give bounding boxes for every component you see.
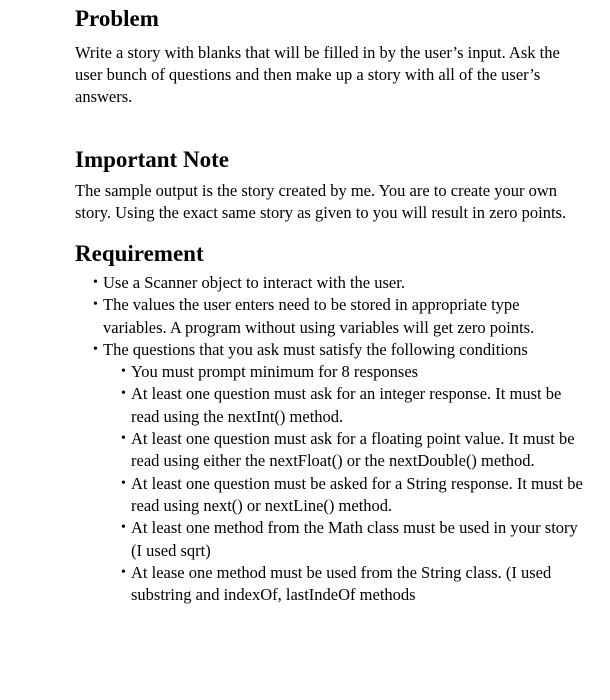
bullet-icon: • — [93, 341, 98, 357]
bullet-icon: • — [93, 297, 98, 313]
bullet-icon: • — [121, 431, 126, 447]
problem-text: Write a story with blanks that will be filled in by the user’s input. Ask the user bunch of questions and then make up a story with all of the user’s answers. — [75, 43, 560, 106]
requirement-item-text: Use a Scanner object to interact with the user. — [103, 273, 405, 292]
condition-item-text: At least one method from the Math class must be used in your story (I used sqrt) — [131, 518, 578, 560]
requirement-item — [93, 339, 585, 607]
important-note-heading: Important Note — [75, 147, 229, 172]
condition-item-text: At least one question must ask for an integer response. It must be read using the nextInt() method. — [131, 384, 562, 426]
condition-item — [121, 517, 585, 562]
requirement-item — [93, 294, 585, 339]
bullet-icon: • — [121, 364, 126, 380]
document — [75, 0, 585, 606]
condition-item — [121, 473, 585, 518]
conditions-list — [121, 361, 585, 606]
condition-item-text: You must prompt minimum for 8 responses — [131, 362, 419, 382]
bullet-icon: • — [121, 475, 126, 491]
bullet-icon: • — [93, 275, 98, 290]
requirement-list — [93, 272, 585, 606]
requirement-item — [93, 272, 585, 294]
condition-item-text: At least one question must be asked for a String response. It must be read using next() or nextLine() method. — [131, 473, 583, 515]
condition-item — [121, 383, 585, 428]
condition-item — [121, 428, 585, 473]
important-note-section — [75, 146, 585, 224]
condition-item-text: At lease one method must be used from the String class. (I used substring and indexOf, lastIndeOf methods — [131, 562, 552, 605]
requirement-item-text: The questions that you ask must satisfy the following conditions — [103, 339, 528, 359]
bullet-icon: • — [121, 386, 126, 402]
bullet-icon: • — [121, 564, 126, 580]
problem-heading: Problem — [75, 6, 159, 31]
requirement-item-text: The values the user enters need to be stored in appropriate type variables. A program without using variables will get zero points. — [103, 295, 535, 337]
condition-item-text: At least one question must ask for a floating point value. It must be read using either the nextFloat() or the nextDouble() method. — [131, 429, 575, 471]
condition-item — [121, 361, 585, 383]
important-note-text: The sample output is the story created by me. You are to create your own story. Using the exact same story as given to you will result in zero points. — [75, 181, 567, 222]
problem-section — [75, 5, 585, 108]
condition-item — [121, 562, 585, 607]
requirement-section — [75, 240, 585, 606]
requirement-heading: Requirement — [75, 241, 204, 266]
bullet-icon: • — [121, 520, 126, 536]
